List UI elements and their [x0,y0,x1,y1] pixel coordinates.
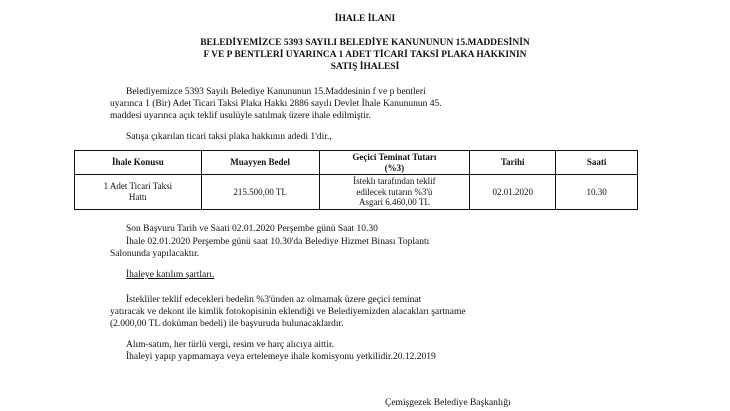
header-gecici-teminat-line-1: Geçici Teminat Tutarı [352,152,437,162]
cell-ihale-konusu-line-2: Hattı [128,191,147,202]
cell-muayyen-bedel: 215.500,00 TL [201,175,319,210]
conditions-title: İhaleye katılım şartları. [126,270,215,280]
conditions-line-3: (2.000,00 TL doküman bedeli) ile başvuruda bulunacaklardır. [110,319,344,329]
deadline-line: Son Başvuru Tarih ve Saati 02.01.2020 Perşembe günü Saat 10.30 [126,224,378,234]
count-line: Satışa çıkarılan ticari taksi plaka hakkının adedi 1'dir., [126,132,332,142]
header-saati: Saati [556,151,638,175]
cell-gecici-teminat [319,175,470,210]
header-tarihi: Tarihi [470,151,556,175]
cell-saati: 10.30 [556,175,638,210]
header-gecici-teminat [319,151,470,175]
venue-line-2: Salonunda yapılacaktır. [110,249,200,259]
document-heading: İHALE İLANI [334,14,396,24]
tender-table [74,150,638,210]
intro-line-3: maddesi uyarınca açık teklif usulüyle satılmak üzere ihale edilmiştir. [110,111,371,121]
subtitle-line-1: BELEDİYEMİZCE 5393 SAYILI BELEDİYE KANUNUNUN 15.MADDESİNİN [200,38,530,48]
conditions-line-2: yatıracak ve dekont ile kimlik fotokopisinin eklendiği ve Belediyemizden alacakları şartname [110,307,466,317]
cell-gecici-teminat-line-2: edilecek tutarın %3'ü [356,186,433,197]
subtitle-line-3: SATIŞ İHALESİ [330,62,400,72]
subtitle-line-2: F VE P BENTLERİ UYARINCA 1 ADET TİCARİ TAKSİ PLAKA HAKKININ [203,50,527,60]
cell-gecici-teminat-line-1: İsteklı tarafından teklif [353,176,436,186]
cell-ihale-konusu [75,175,202,210]
cell-gecici-teminat-line-3: Asgari 6.460,00 TL [358,197,430,207]
conditions-line-1: İstekliler teklif edecekleri bedelin %3'ünden az olmamak üzere geçici teminat [126,295,422,305]
table-header-row [75,151,638,175]
commission-line: İhaleyi yapıp yapmamaya veya ertelemeye ihale komisyonu yetkilidir.20.12.2019 [126,352,436,362]
intro-line-1: Belediyemizce 5393 Sayılı Belediye Kanununun 15.Maddesinin f ve p bentleri [126,87,426,97]
venue-line-1: İhale 02.01.2020 Perşembe günü saat 10.30'da Belediye Hizmet Binası Toplantı [126,237,430,247]
table-row [75,175,638,210]
header-muayyen-bedel: Muayyen Bedel [201,151,319,175]
signature: Çemişgezek Belediye Başkanlığı [385,398,511,408]
header-ihale-konusu: İhale Konusu [75,151,202,175]
cell-ihale-konusu-line-1: 1 Adet Ticari Taksi [103,181,173,192]
cell-tarihi: 02.01.2020 [470,175,556,210]
tax-line: Alım-satım, her türlü vergi, resim ve harç alıcıya aittir. [126,340,334,350]
intro-line-2: uyarınca 1 (Bir) Adet Ticari Taksi Plaka Hakkı 2886 sayılı Devlet İhale Kanununun 45. [110,99,442,109]
header-gecici-teminat-line-2: (%3) [384,162,405,173]
